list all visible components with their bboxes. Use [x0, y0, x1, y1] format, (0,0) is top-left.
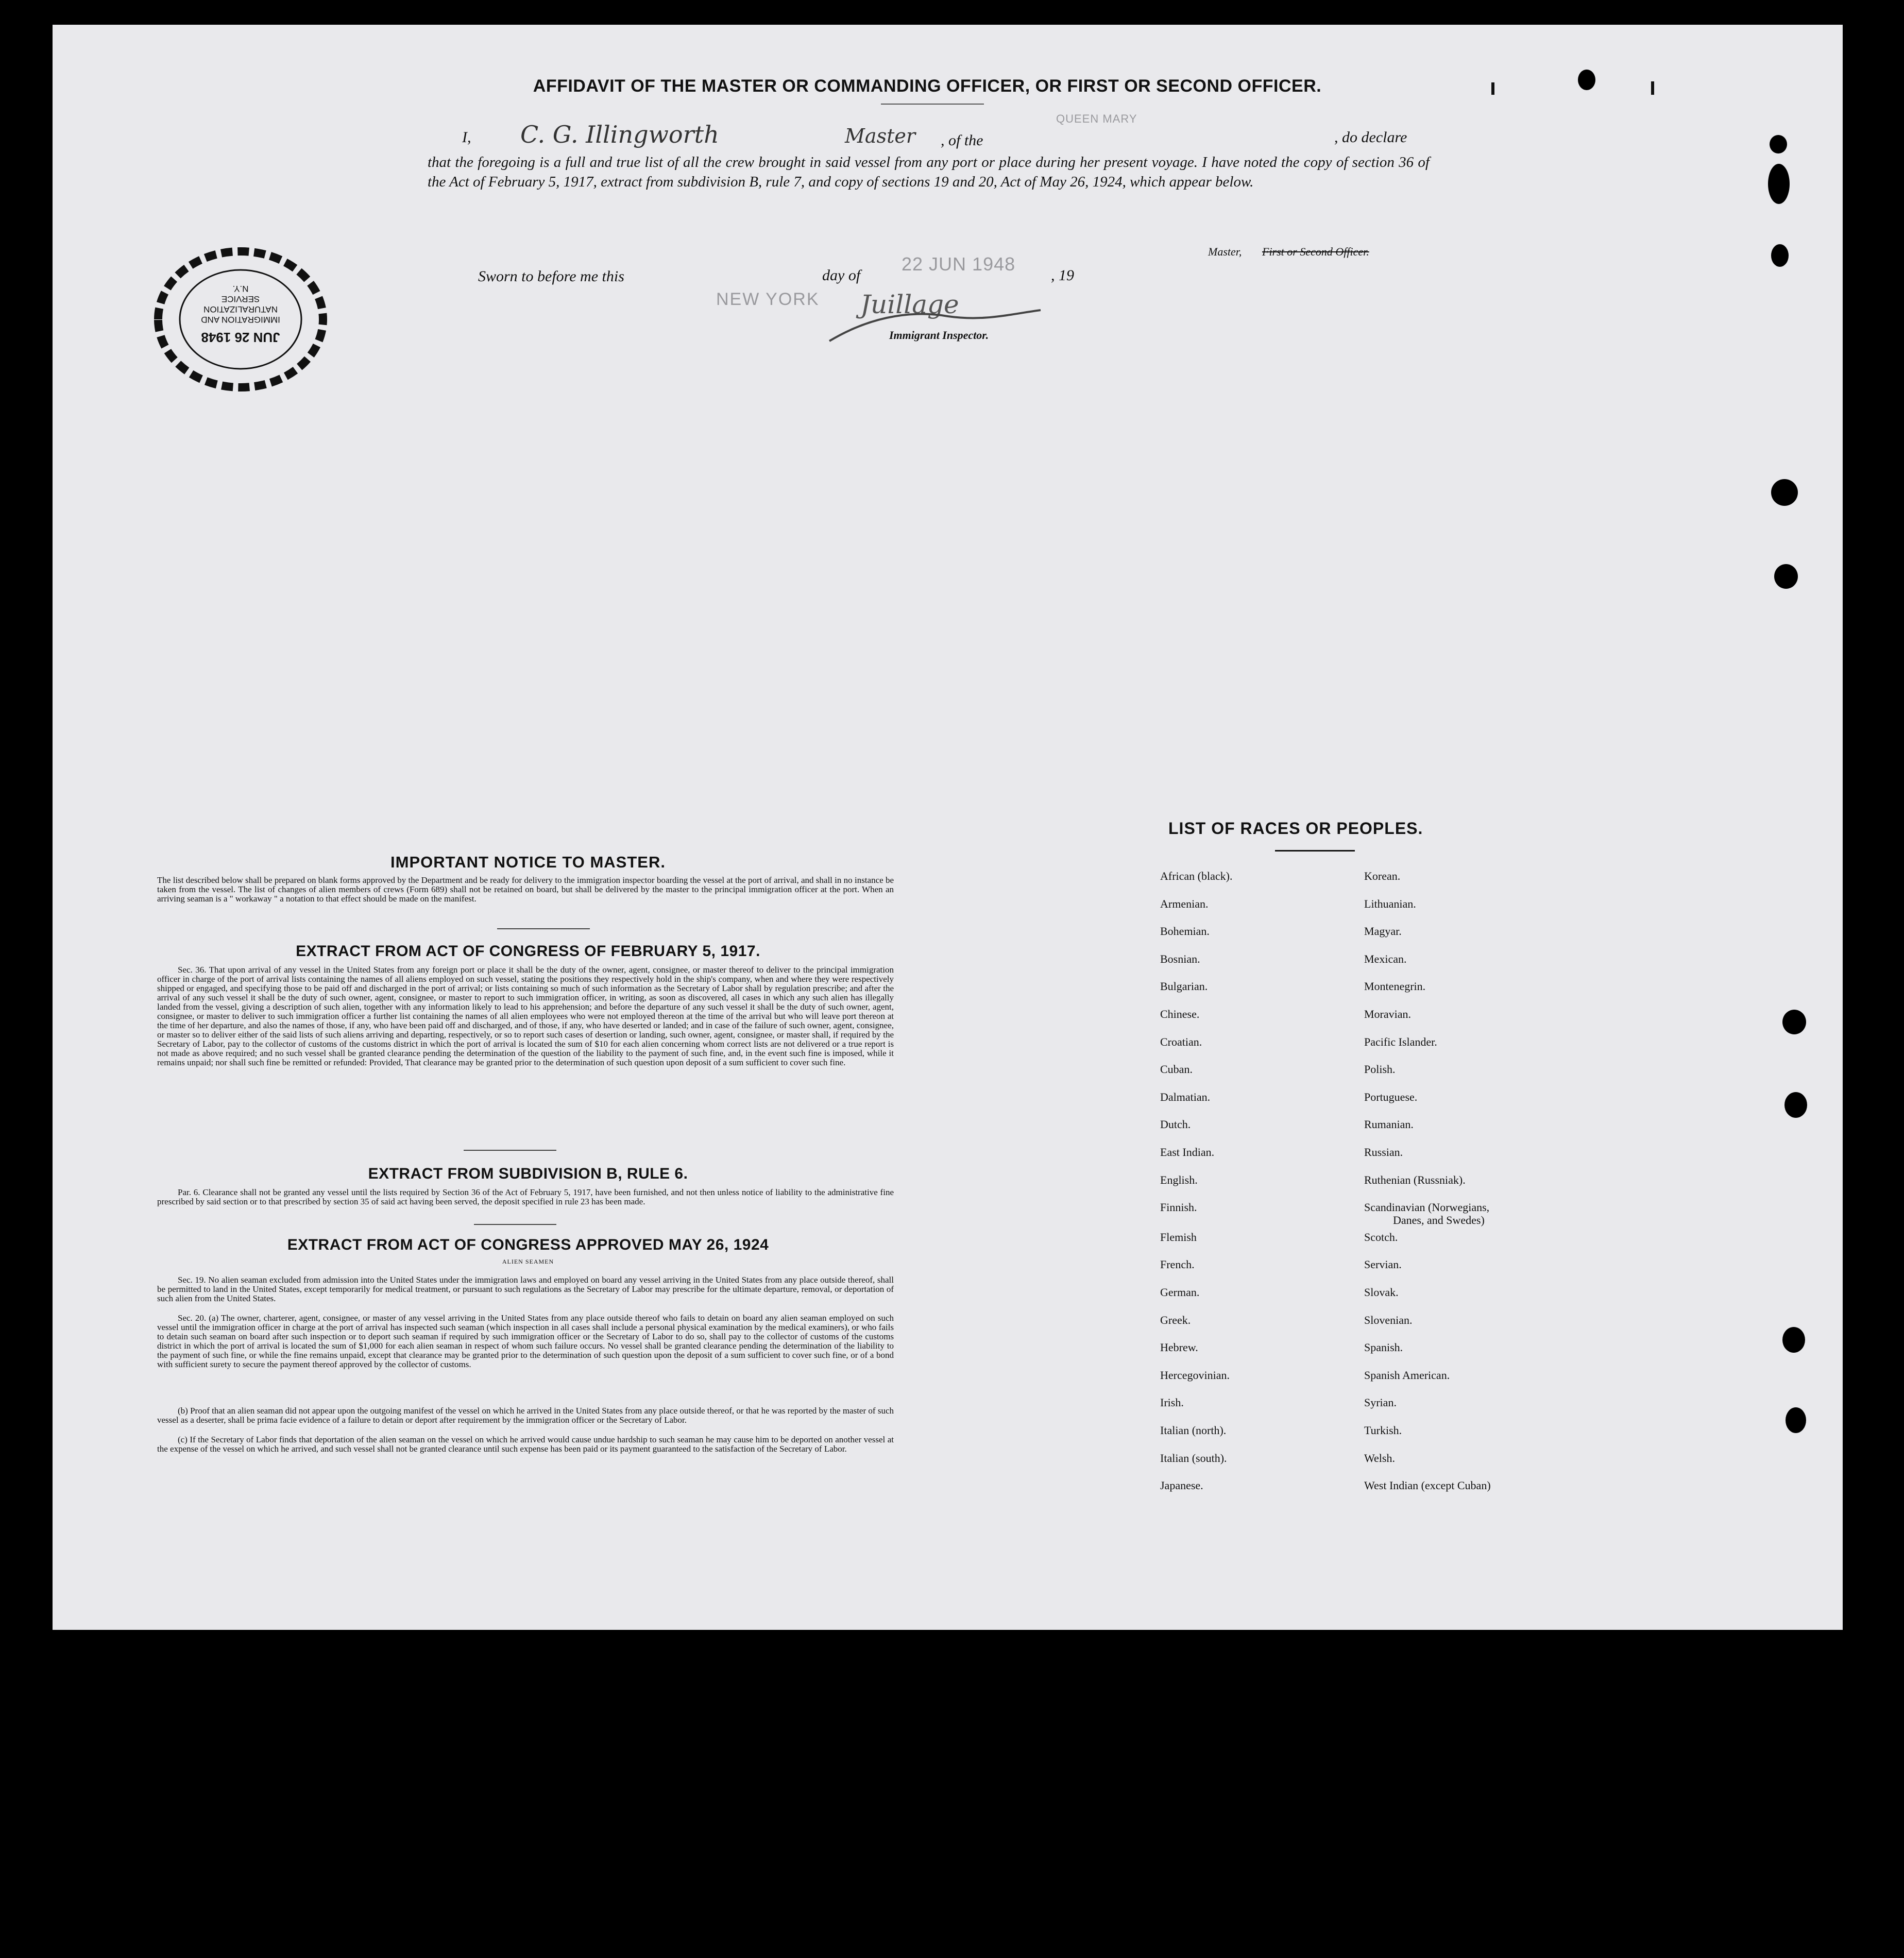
- race-continuation: Danes, and Swedes): [1393, 1214, 1485, 1227]
- race-item: Croatian.: [1160, 1035, 1202, 1048]
- punch-hole: [1784, 1092, 1807, 1118]
- race-item: Slovenian.: [1364, 1313, 1413, 1326]
- punch-hole: [1782, 1327, 1805, 1353]
- race-item: Lithuanian.: [1364, 897, 1416, 910]
- day-of-label: day of: [822, 267, 861, 284]
- race-item: Japanese.: [1160, 1479, 1203, 1492]
- race-item: Moravian.: [1364, 1008, 1412, 1020]
- do-declare-label: , do declare: [1334, 129, 1407, 146]
- race-item: Welsh.: [1364, 1451, 1395, 1465]
- race-item: Hercegovinian.: [1160, 1368, 1230, 1382]
- race-item: Italian (south).: [1160, 1451, 1227, 1465]
- race-item: Montenegrin.: [1364, 980, 1426, 993]
- races-rule: [1275, 850, 1355, 852]
- race-item: French.: [1160, 1258, 1195, 1271]
- race-item: African (black).: [1160, 870, 1233, 882]
- section-rule: [497, 928, 590, 929]
- race-item: Finnish.: [1160, 1201, 1197, 1214]
- stamp-date: JUN 26 1948: [201, 330, 280, 345]
- race-item: Pacific Islander.: [1364, 1035, 1437, 1048]
- punch-hole: [1771, 479, 1798, 506]
- inspector-signature: Juillage: [860, 290, 959, 319]
- struck-officer-label: First or Second Officer.: [1262, 245, 1369, 258]
- notice-title: IMPORTANT NOTICE TO MASTER.: [390, 853, 666, 871]
- edge-mark: [1491, 82, 1494, 95]
- stamp-line-3: SERVICE: [221, 294, 260, 304]
- race-item: Armenian.: [1160, 897, 1209, 910]
- race-item: Turkish.: [1364, 1424, 1402, 1437]
- race-item: Servian.: [1364, 1258, 1402, 1271]
- alien-seamen-subtitle: ALIEN SEAMEN: [502, 1258, 554, 1265]
- race-item: Hebrew.: [1160, 1341, 1198, 1354]
- race-item: Italian (north).: [1160, 1424, 1227, 1437]
- race-item: Rumanian.: [1364, 1118, 1414, 1131]
- race-item: Slovak.: [1364, 1286, 1399, 1299]
- race-item: Cuban.: [1160, 1063, 1193, 1076]
- section-rule: [474, 1224, 556, 1225]
- inspection-stamp: [150, 242, 331, 397]
- race-item: Syrian.: [1364, 1396, 1397, 1409]
- race-item: Russian.: [1364, 1146, 1403, 1159]
- race-item: Flemish: [1160, 1230, 1197, 1244]
- race-item: Bulgarian.: [1160, 980, 1208, 993]
- punch-hole: [1782, 1010, 1806, 1034]
- race-item: Ruthenian (Russniak).: [1364, 1173, 1466, 1186]
- race-item: English.: [1160, 1173, 1198, 1186]
- punch-hole: [1774, 564, 1798, 589]
- master-label: Master,: [1208, 245, 1242, 258]
- port-stamp: NEW YORK: [716, 290, 820, 309]
- stamp-line-1: IMMIGRATION AND: [201, 315, 280, 325]
- race-item: Chinese.: [1160, 1008, 1200, 1020]
- rank-handwritten: Master: [845, 125, 915, 147]
- extract-rule6-title: EXTRACT FROM SUBDIVISION B, RULE 6.: [368, 1165, 688, 1182]
- race-item: Magyar.: [1364, 925, 1402, 938]
- punch-hole: [1786, 1407, 1806, 1433]
- extract-1924-b: (b) Proof that an alien seaman did not appear upon the outgoing manifest of the vessel on which he arrived in the United States from any place outside thereof, or that he was reported by the master of such vessel as a deserter, shall be prima facie evidence of a failure to detain or deport after requirement by the immigration officer or the Secretary of Labor.: [157, 1406, 894, 1425]
- race-item: Spanish American.: [1364, 1368, 1450, 1382]
- race-item: Portuguese.: [1364, 1090, 1418, 1103]
- edge-mark: [1651, 81, 1654, 95]
- extract-1917-title: EXTRACT FROM ACT OF CONGRESS OF FEBRUARY 5, 1917.: [296, 943, 760, 960]
- race-item: Dalmatian.: [1160, 1090, 1211, 1103]
- race-item: Irish.: [1160, 1396, 1184, 1409]
- affidavit-title: AFFIDAVIT OF THE MASTER OR COMMANDING OFFICER, OR FIRST OR SECOND OFFICER.: [533, 76, 1322, 96]
- race-item: Bosnian.: [1160, 952, 1200, 965]
- of-the-label: , of the: [941, 132, 983, 149]
- punch-hole: [1768, 164, 1790, 204]
- declaration-prefix: I,: [462, 129, 471, 146]
- race-item: Bohemian.: [1160, 925, 1210, 938]
- section-rule: [464, 1150, 556, 1151]
- affidavit-body: that the foregoing is a full and true list of all the crew brought in said vessel from any port or place during her present voyage. I have noted the copy of section 36 of the Act of February 5, 1917, extract from subdivision B, rule 7, and copy of sections 19 and 20, Act of May 26, 1924, which appear below.: [428, 154, 1430, 190]
- vessel-name-stamp: QUEEN MARY: [1056, 112, 1137, 125]
- race-item: German.: [1160, 1286, 1200, 1299]
- extract-1924-title: EXTRACT FROM ACT OF CONGRESS APPROVED MAY 26, 1924: [287, 1236, 769, 1253]
- notice-text: The list described below shall be prepared on blank forms approved by the Department and be ready for delivery to the immigration inspector boarding the vessel at the port of arrival, and shall in no instance be taken from the vessel. The list of changes of alien members of crews (Form 689) shall not be retained on board, but shall be delivered by the master to the principal immigration officer at the port. When an arriving seaman is a " workaway " a notation to that effect should be made on the manifest.: [157, 875, 894, 904]
- punch-hole: [1770, 135, 1787, 154]
- extract-1924-c: (c) If the Secretary of Labor finds that deportation of the alien seaman on the vessel on which he arrived would cause undue hardship to such seaman he may cause him to be deported on another vessel at the expense of the vessel on which he arrived, and such vessel shall not be granted clearance until such expense has been paid or its payment guaranteed to the satisfaction of the Secretary of Labor.: [157, 1435, 894, 1454]
- race-item: West Indian (except Cuban): [1364, 1479, 1491, 1492]
- extract-1924-sec19: Sec. 19. No alien seaman excluded from admission into the United States under the immigration laws and employed on board any vessel arriving in the United States from any place outside thereof, shall be permitted to land in the United States, except temporarily for medical treatment, or pursuant to such regulations as the Secretary of Labor may prescribe for the ultimate departure, removal, or deportation of such alien from the United States.: [157, 1275, 894, 1303]
- extract-1924-sec20: Sec. 20. (a) The owner, charterer, agent, consignee, or master of any vessel arriving in the United States from any place outside thereof who fails to detain on board any alien seaman employed on such vessel until the immigration officer in charge at the port of arrival has inspected such seaman (which inspection in all cases shall include a personal physical examination by the medical examiners), or who fails to detain such seaman on board after such inspection or to deport such seaman if required by such immigration officer or the Secretary of Labor to do so, shall pay to the collector of customs of the customs district in which the port of arrival is located the sum of $1,000 for each alien seaman in respect of whom such failure occurs. No vessel shall be granted clearance pending the determination of the liability to the payment of such fine, or while the fine remains unpaid, except that clearance may be granted prior to the determination of such question upon the deposit of a sum sufficient to cover such fine, or of a bond with sufficient surety to secure the payment thereof approved by the collector of customs.: [157, 1313, 894, 1369]
- stamp-line-2: NATURALIZATION: [203, 304, 278, 314]
- race-item: Scotch.: [1364, 1230, 1398, 1244]
- extract-rule6-text: Par. 6. Clearance shall not be granted any vessel until the lists required by Section 36 of the Act of February 5, 1917, have been furnished, and not then unless notice of liability to the administrative fine prescribed by said section or to that prescribed by section 35 of said act having been served, the deposit specified in rule 23 has been made.: [157, 1187, 894, 1206]
- master-name-signature: C. G. Illingworth: [520, 121, 719, 148]
- race-item: Mexican.: [1364, 952, 1407, 965]
- race-item: Dutch.: [1160, 1118, 1191, 1131]
- stamp-line-4: N.Y.: [232, 284, 249, 294]
- extract-1917-text: Sec. 36. That upon arrival of any vessel in the United States from any foreign port or place it shall be the duty of the owner, agent, consignee, or master thereof to deliver to the principal immigration officer in charge of the port of arrival lists containing the names of all aliens employed on such vessel, stating the positions they respectively hold in the ship's company, when and where they were respectively shipped or engaged, and specifying those to be paid off and discharged in the port of arrival; or lists containing so much of such information as the Secretary of Labor shall by regulation prescribe; and after the arrival of any such vessel it shall be the duty of such owner, agent, consignee, or master to report to such immigration officer, in writing, as soon as discovered, all cases in which any such alien has illegally landed from the vessel, giving a description of such alien, together with any information likely to lead to his apprehension; and before the departure of any such vessel it shall be the duty of such owner, agent, consignee, or master to deliver to such immigration officer a further list containing the names of all alien employees who were not employed thereon at the time of the arrival but who will leave port thereon at the time of her departure, and also the names of those, if any, who have been paid off and discharged, and of those, if any, who have deserted or landed; and in case of the failure of such owner, agent, consignee, or master so to deliver either of the said lists of such aliens arriving and departing, respectively, or so to report such cases of desertion or landing, such owner, agent, consignee, or master shall, if required by the Secretary of Labor, pay to the collector of customs of the customs district in which the port of arrival is located the sum of $10 for each alien concerning whom correct lists are not delivered or a true report is not made as above required; and no such vessel shall be granted clearance pending the determination of the question of the liability to the payment of such fine, and, in the event such fine is imposed, while it remains unpaid; nor shall such fine be remitted or refunded: Provided, That clearance may be granted prior to the determination of such question upon deposit of a sum sufficient to cover such fine.: [157, 965, 894, 1067]
- inspector-label: Immigrant Inspector.: [889, 329, 989, 342]
- year-label: , 19: [1051, 267, 1074, 284]
- race-item: Spanish.: [1364, 1341, 1403, 1354]
- date-stamp: 22 JUN 1948: [902, 253, 1016, 275]
- race-item: Greek.: [1160, 1313, 1191, 1326]
- punch-hole: [1578, 70, 1595, 90]
- race-item: East Indian.: [1160, 1146, 1215, 1159]
- title-rule: [881, 104, 984, 105]
- sworn-label: Sworn to before me this: [478, 268, 624, 285]
- race-item: Scandinavian (Norwegians,: [1364, 1201, 1490, 1214]
- race-item: Polish.: [1364, 1063, 1396, 1076]
- race-item: Korean.: [1364, 870, 1401, 882]
- punch-hole: [1771, 244, 1789, 267]
- races-title: LIST OF RACES OR PEOPLES.: [1168, 819, 1423, 838]
